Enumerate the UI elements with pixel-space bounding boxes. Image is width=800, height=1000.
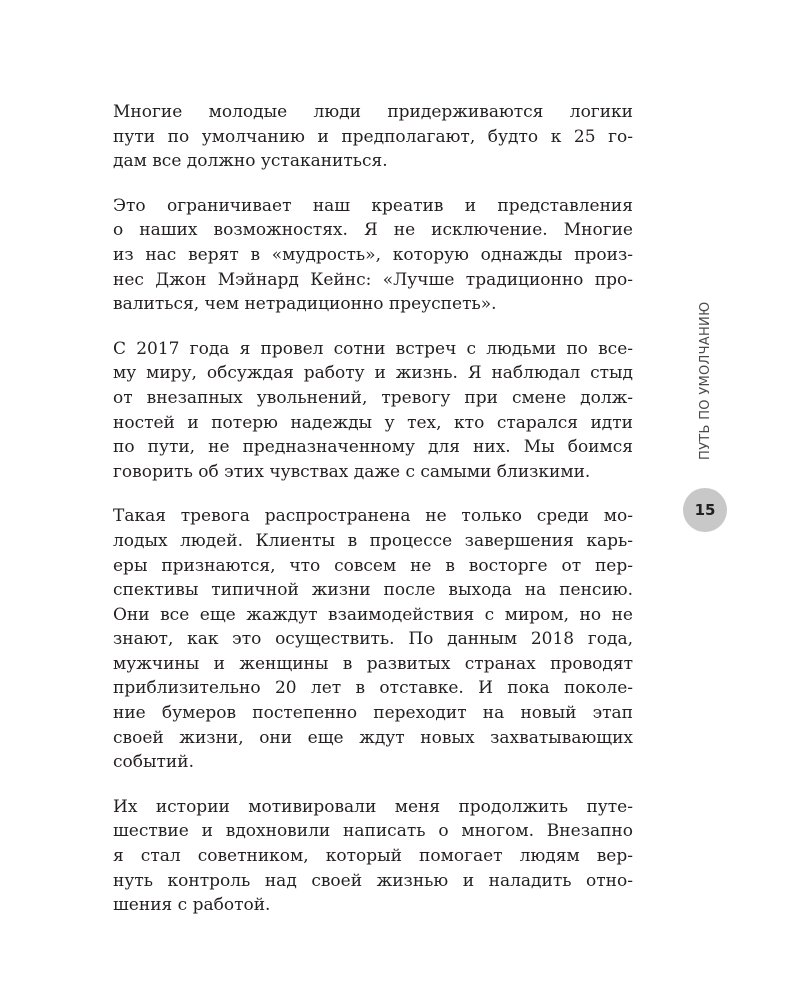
text-line: нес Джон Мэйнард Кейнс: «Лучше традиционно про- (113, 269, 633, 290)
text-line: валиться, чем нетрадиционно преуспеть». (113, 294, 497, 315)
text-line: му миру, обсуждая работу и жизнь. Я наблюдал стыд (113, 363, 633, 384)
paragraph-3 (113, 337, 633, 485)
text-line: по пути, не предназначенному для них. Мы боимся (113, 437, 633, 458)
text-line: еры признаются, что совсем не в восторге от пер- (113, 555, 633, 576)
text-line: ностей и потерю надежды у тех, кто старался идти (113, 412, 633, 433)
text-line: дам все должно устаканиться. (113, 151, 388, 172)
text-line: Их истории мотивировали меня продолжить путе- (113, 796, 633, 817)
text-line: из нас верят в «мудрость», которую однажды произ- (113, 244, 633, 265)
text-line: шения с работой. (113, 895, 271, 916)
page-number: 15 (694, 501, 716, 519)
text-line: Многие молодые люди придерживаются логики (113, 102, 633, 122)
paragraph-5 (113, 795, 633, 918)
text-line: пути по умолчанию и предполагают, будто к 25 го- (113, 126, 633, 147)
text-line: о наших возможностях. Я не исключение. Многие (113, 220, 633, 241)
text-line: ние бумеров постепенно переходит на новый этап (113, 703, 633, 724)
text-line: спективы типичной жизни после выхода на пенсию. (113, 580, 633, 601)
page-number-badge (683, 488, 727, 532)
body-text (113, 100, 633, 938)
running-head: ПУТЬ ПО УМОЛЧАНИЮ (698, 301, 713, 460)
text-line: я стал советником, который помогает людям вер- (113, 846, 633, 867)
text-line: Это ограничивает наш креатив и представления (113, 195, 633, 216)
text-line: Они все еще жаждут взаимодействия с миром, но не (113, 604, 633, 625)
text-line: шествие и вдохновили написать о многом. Внезапно (113, 821, 633, 842)
text-line: от внезапных увольнений, тревогу при смене долж- (113, 387, 633, 408)
paragraph-2 (113, 194, 633, 317)
text-line: Такая тревога распространена не только среди мо- (113, 506, 633, 527)
text-line: нуть контроль над своей жизнью и наладить отно- (113, 870, 633, 891)
text-line: мужчины и женщины в развитых странах проводят (113, 653, 633, 674)
text-line: знают, как это осуществить. По данным 2018 года, (113, 629, 633, 650)
text-line: своей жизни, они еще ждут новых захватывающих (113, 727, 633, 748)
text-line: С 2017 года я провел сотни встреч с людьми по все- (113, 338, 633, 359)
paragraph-4 (113, 504, 633, 775)
text-line: лодых людей. Клиенты в процессе завершения карь- (113, 530, 633, 551)
paragraph-1 (113, 100, 633, 174)
text-line: говорить об этих чувствах даже с самыми близкими. (113, 461, 591, 482)
text-line: приблизительно 20 лет в отставке. И пока поколе- (113, 678, 633, 699)
text-line: событий. (113, 752, 194, 773)
